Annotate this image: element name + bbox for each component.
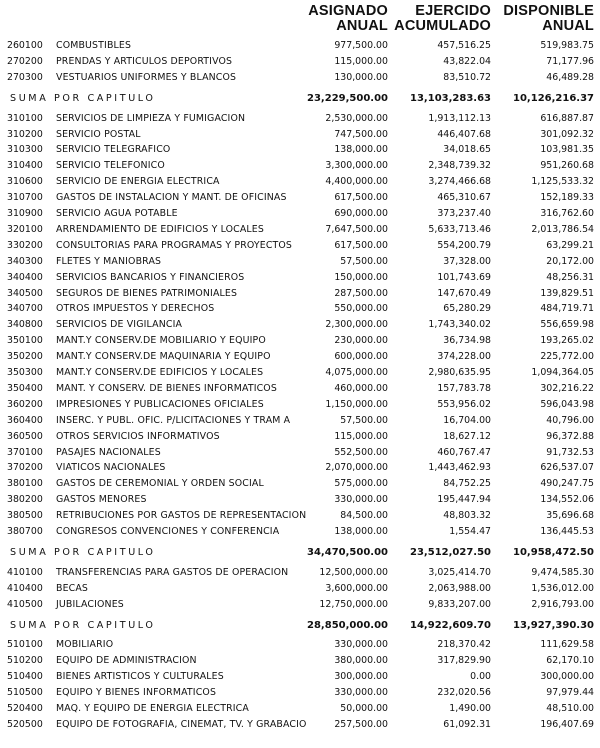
description-cell: SERVICIO TELEGRAFICO: [56, 144, 171, 156]
disponible-anual-cell: 484,719.71: [540, 303, 594, 315]
account-code-cell: 310600: [7, 176, 43, 188]
disponible-anual-cell: 1,536,012.00: [531, 582, 594, 594]
description-cell: MOBILIARIO: [56, 639, 114, 651]
disponible-anual-cell: 97,979.44: [546, 687, 594, 699]
disponible-anual-cell: 316,762.60: [540, 208, 594, 219]
ejercido-acumulado-cell: 1,743,340.02: [428, 319, 491, 331]
account-code-cell: 370200: [7, 462, 43, 474]
account-code-cell: 410100: [7, 566, 43, 578]
ejercido-acumulado-cell: 36,734.98: [443, 335, 491, 347]
account-code-cell: 350300: [7, 367, 43, 378]
account-code-cell: 310300: [7, 144, 43, 156]
ejercido-acumulado-cell: 1,443,462.93: [428, 462, 491, 474]
disponible-anual-cell: 48,510.00: [546, 703, 594, 714]
table-row: [0, 429, 600, 445]
asignado-anual-cell: 257,500.00: [334, 718, 388, 730]
table-row: [0, 460, 600, 476]
asignado-anual-cell: 550,000.00: [334, 303, 388, 315]
disponible-anual-cell: 103,981.35: [540, 144, 594, 156]
account-code-cell: 270200: [7, 55, 43, 67]
asignado-anual-cell: 7,647,500.00: [325, 223, 388, 235]
account-code-cell: 310200: [7, 128, 43, 140]
disponible-anual-cell: 10,126,216.37: [513, 92, 594, 104]
asignado-anual-cell: 3,300,000.00: [325, 160, 388, 172]
asignado-anual-cell: 460,000.00: [334, 382, 388, 394]
description-cell: PASAJES NACIONALES: [56, 446, 161, 458]
table-row: [0, 301, 600, 317]
asignado-anual-cell: 552,500.00: [334, 446, 388, 458]
disponible-anual-cell: 626,537.07: [540, 462, 594, 474]
disponible-anual-cell: 10,958,472.50: [513, 546, 594, 558]
disponible-anual-cell: 196,407.69: [540, 718, 594, 730]
disponible-anual-cell: 111,629.58: [540, 639, 594, 651]
ejercido-acumulado-cell: 2,348,739.32: [428, 160, 491, 172]
description-cell: MANT.Y CONSERV.DE EDIFICIOS Y LOCALES: [56, 367, 264, 378]
table-row: [0, 38, 600, 54]
description-cell: SEGUROS DE BIENES PATRIMONIALES: [56, 287, 238, 299]
account-code-cell: 510500: [7, 687, 43, 699]
description-cell: OTROS IMPUESTOS Y DERECHOS: [56, 303, 215, 315]
table-row: [0, 317, 600, 333]
description-cell: IMPRESIONES Y PUBLICACIONES OFICIALES: [56, 398, 264, 410]
ejercido-acumulado-cell: 147,670.49: [437, 287, 491, 299]
disponible-anual-cell: 616,887.87: [540, 112, 594, 124]
disponible-anual-cell: 35,696.68: [546, 510, 594, 522]
ejercido-acumulado-cell: 13,103,283.63: [410, 92, 491, 104]
chapter-total-row: [0, 618, 600, 634]
disponible-anual-cell: 556,659.98: [540, 319, 594, 331]
ejercido-acumulado-cell: 1,490.00: [449, 703, 491, 714]
ejercido-acumulado-cell: 16,704.00: [443, 414, 491, 426]
account-code-cell: 310900: [7, 208, 43, 219]
disponible-anual-cell: 1,125,533.32: [531, 176, 594, 188]
header-disponible-line1: DISPONIBLE: [503, 3, 594, 19]
description-cell: MANT. Y CONSERV. DE BIENES INFORMATICOS: [56, 382, 277, 394]
account-code-cell: 520400: [7, 703, 43, 714]
ejercido-acumulado-cell: 553,956.02: [437, 398, 491, 410]
ejercido-acumulado-cell: 446,407.68: [437, 128, 491, 140]
description-cell: MAQ. Y EQUIPO DE ENERGIA ELECTRICA: [56, 703, 249, 714]
description-cell: EQUIPO DE FOTOGRAFIA, CINEMAT, TV. Y GRABACIO: [56, 718, 307, 730]
ejercido-acumulado-cell: 218,370.42: [437, 639, 491, 651]
header-ejercido-line2: ACUMULADO: [394, 18, 491, 34]
asignado-anual-cell: 12,750,000.00: [319, 598, 388, 610]
asignado-anual-cell: 287,500.00: [334, 287, 388, 299]
disponible-anual-cell: 225,772.00: [540, 351, 594, 363]
description-cell: CONSULTORIAS PARA PROGRAMAS Y PROYECTOS: [56, 239, 293, 251]
table-row: [0, 54, 600, 70]
ejercido-acumulado-cell: 83,510.72: [443, 71, 491, 83]
account-code-cell: 380100: [7, 478, 43, 490]
disponible-anual-cell: 63,299.21: [546, 239, 594, 251]
header-ejercido-line1: EJERCIDO: [415, 3, 491, 19]
chapter-total-row: [0, 545, 600, 561]
description-cell: BECAS: [56, 582, 89, 594]
asignado-anual-cell: 600,000.00: [334, 351, 388, 363]
column-headers: [0, 4, 600, 40]
asignado-anual-cell: 23,229,500.00: [307, 92, 388, 104]
account-code-cell: 510200: [7, 655, 43, 667]
header-ejercido-acumulado: [394, 4, 491, 34]
account-code-cell: 340500: [7, 287, 43, 299]
account-code-cell: 410500: [7, 598, 43, 610]
table-row: [0, 174, 600, 190]
table-row: [0, 111, 600, 127]
asignado-anual-cell: 330,000.00: [334, 494, 388, 506]
asignado-anual-cell: 300,000.00: [334, 671, 388, 683]
disponible-anual-cell: 596,043.98: [540, 398, 594, 410]
table-row: [0, 365, 600, 381]
asignado-anual-cell: 4,400,000.00: [325, 176, 388, 188]
header-asignado-anual: [308, 4, 388, 34]
account-code-cell: 320100: [7, 223, 43, 235]
table-row: [0, 238, 600, 254]
table-row: [0, 717, 600, 733]
ejercido-acumulado-cell: 554,200.79: [437, 239, 491, 251]
table-row: [0, 565, 600, 581]
account-code-cell: 380200: [7, 494, 43, 506]
ejercido-acumulado-cell: 34,018.65: [443, 144, 491, 156]
disponible-anual-cell: 9,474,585.30: [531, 566, 594, 578]
table-row: [0, 637, 600, 653]
account-code-cell: 330200: [7, 239, 43, 251]
table-row: [0, 206, 600, 222]
table-row: [0, 397, 600, 413]
ejercido-acumulado-cell: 373,237.40: [437, 208, 491, 219]
asignado-anual-cell: 617,500.00: [334, 239, 388, 251]
table-row: [0, 222, 600, 238]
table-row: [0, 653, 600, 669]
description-cell: RETRIBUCIONES POR GASTOS DE REPRESENTACION: [56, 510, 307, 522]
asignado-anual-cell: 4,075,000.00: [325, 367, 388, 378]
disponible-anual-cell: 139,829.51: [540, 287, 594, 299]
ejercido-acumulado-cell: 14,922,609.70: [410, 619, 491, 631]
disponible-anual-cell: 519,983.75: [540, 40, 594, 51]
ejercido-acumulado-cell: 1,913,112.13: [428, 112, 491, 124]
description-cell: SERVICIO TELEFONICO: [56, 160, 165, 172]
ejercido-acumulado-cell: 3,274,466.68: [428, 176, 491, 188]
row-label: SUMA POR CAPITULO: [10, 619, 156, 631]
description-cell: PRENDAS Y ARTICULOS DEPORTIVOS: [56, 55, 233, 67]
disponible-anual-cell: 46,489.28: [546, 71, 594, 83]
asignado-anual-cell: 12,500,000.00: [319, 566, 388, 578]
disponible-anual-cell: 951,260.68: [540, 160, 594, 172]
account-code-cell: 360500: [7, 430, 43, 442]
disponible-anual-cell: 136,445.53: [540, 526, 594, 537]
table-row: [0, 701, 600, 717]
description-cell: COMBUSTIBLES: [56, 40, 132, 51]
chapter-total-row: [0, 91, 600, 107]
asignado-anual-cell: 747,500.00: [334, 128, 388, 140]
description-cell: VESTUARIOS UNIFORMES Y BLANCOS: [56, 71, 237, 83]
asignado-anual-cell: 2,070,000.00: [325, 462, 388, 474]
account-code-cell: 340800: [7, 319, 43, 331]
disponible-anual-cell: 302,216.22: [540, 382, 594, 394]
account-code-cell: 380500: [7, 510, 43, 522]
table-row: [0, 381, 600, 397]
description-cell: GASTOS MENORES: [56, 494, 147, 506]
disponible-anual-cell: 96,372.88: [546, 430, 594, 442]
disponible-anual-cell: 490,247.75: [540, 478, 594, 490]
account-code-cell: 350400: [7, 382, 43, 394]
ejercido-acumulado-cell: 48,803.32: [443, 510, 491, 522]
disponible-anual-cell: 193,265.02: [540, 335, 594, 347]
ejercido-acumulado-cell: 9,833,207.00: [428, 598, 491, 610]
account-code-cell: 360200: [7, 398, 43, 410]
account-code-cell: 310100: [7, 112, 43, 124]
account-code-cell: 510400: [7, 671, 43, 683]
disponible-anual-cell: 48,256.31: [546, 271, 594, 283]
header-asignado-line2: ANUAL: [336, 18, 388, 34]
ejercido-acumulado-cell: 61,092.31: [443, 718, 491, 730]
description-cell: SERVICIO POSTAL: [56, 128, 141, 140]
asignado-anual-cell: 57,500.00: [340, 255, 388, 267]
asignado-anual-cell: 690,000.00: [334, 208, 388, 219]
asignado-anual-cell: 50,000.00: [340, 703, 388, 714]
ejercido-acumulado-cell: 0.00: [470, 671, 491, 683]
disponible-anual-cell: 2,013,786.54: [531, 223, 594, 235]
description-cell: GASTOS DE CEREMONIAL Y ORDEN SOCIAL: [56, 478, 264, 490]
description-cell: OTROS SERVICIOS INFORMATIVOS: [56, 430, 220, 442]
ejercido-acumulado-cell: 195,447.94: [437, 494, 491, 506]
table-row: [0, 286, 600, 302]
asignado-anual-cell: 84,500.00: [340, 510, 388, 522]
description-cell: TRANSFERENCIAS PARA GASTOS DE OPERACION: [56, 566, 289, 578]
asignado-anual-cell: 130,000.00: [334, 71, 388, 83]
disponible-anual-cell: 13,927,390.30: [513, 619, 594, 631]
table-row: [0, 254, 600, 270]
account-code-cell: 360400: [7, 414, 43, 426]
disponible-anual-cell: 300,000.00: [540, 671, 594, 683]
header-disponible-anual: [503, 4, 594, 34]
header-disponible-line2: ANUAL: [542, 18, 594, 34]
asignado-anual-cell: 28,850,000.00: [307, 619, 388, 631]
description-cell: EQUIPO Y BIENES INFORMATICOS: [56, 687, 217, 699]
asignado-anual-cell: 2,300,000.00: [325, 319, 388, 331]
asignado-anual-cell: 3,600,000.00: [325, 582, 388, 594]
account-code-cell: 310700: [7, 192, 43, 204]
disponible-anual-cell: 2,916,793.00: [531, 598, 594, 610]
account-code-cell: 350100: [7, 335, 43, 347]
table-row: [0, 524, 600, 540]
disponible-anual-cell: 20,172.00: [546, 255, 594, 267]
disponible-anual-cell: 152,189.33: [540, 192, 594, 204]
table-row: [0, 270, 600, 286]
disponible-anual-cell: 91,732.53: [546, 446, 594, 458]
asignado-anual-cell: 575,000.00: [334, 478, 388, 490]
account-code-cell: 410400: [7, 582, 43, 594]
asignado-anual-cell: 617,500.00: [334, 192, 388, 204]
row-label: SUMA POR CAPITULO: [10, 546, 156, 558]
table-row: [0, 669, 600, 685]
account-code-cell: 370100: [7, 446, 43, 458]
description-cell: SERVICIOS DE VIGILANCIA: [56, 319, 183, 331]
account-code-cell: 340300: [7, 255, 43, 267]
ejercido-acumulado-cell: 1,554.47: [449, 526, 491, 537]
asignado-anual-cell: 115,000.00: [334, 55, 388, 67]
ejercido-acumulado-cell: 65,280.29: [443, 303, 491, 315]
table-row: [0, 190, 600, 206]
asignado-anual-cell: 330,000.00: [334, 639, 388, 651]
table-row: [0, 492, 600, 508]
asignado-anual-cell: 230,000.00: [334, 335, 388, 347]
ejercido-acumulado-cell: 2,063,988.00: [428, 582, 491, 594]
account-code-cell: 520500: [7, 718, 43, 730]
description-cell: FLETES Y MANIOBRAS: [56, 255, 162, 267]
header-asignado-line1: ASIGNADO: [308, 3, 388, 19]
ejercido-acumulado-cell: 460,767.47: [437, 446, 491, 458]
table-row: [0, 581, 600, 597]
ejercido-acumulado-cell: 23,512,027.50: [410, 546, 491, 558]
account-code-cell: 350200: [7, 351, 43, 363]
disponible-anual-cell: 1,094,364.05: [531, 367, 594, 378]
table-row: [0, 597, 600, 613]
description-cell: MANT.Y CONSERV.DE MOBILIARIO Y EQUIPO: [56, 335, 266, 347]
table-row: [0, 349, 600, 365]
table-row: [0, 413, 600, 429]
ejercido-acumulado-cell: 84,752.25: [443, 478, 491, 490]
description-cell: BIENES ARTISTICOS Y CULTURALES: [56, 671, 224, 683]
description-cell: GASTOS DE INSTALACION Y MANT. DE OFICINAS: [56, 192, 287, 204]
asignado-anual-cell: 138,000.00: [334, 526, 388, 537]
description-cell: MANT.Y CONSERV.DE MAQUINARIA Y EQUIPO: [56, 351, 271, 363]
asignado-anual-cell: 977,500.00: [334, 40, 388, 51]
ejercido-acumulado-cell: 18,627.12: [443, 430, 491, 442]
description-cell: JUBILACIONES: [56, 598, 124, 610]
account-code-cell: 260100: [7, 40, 43, 51]
ejercido-acumulado-cell: 43,822.04: [443, 55, 491, 67]
description-cell: INSERC. Y PUBL. OFIC. P/LICITACIONES Y TRAM A: [56, 414, 291, 426]
ejercido-acumulado-cell: 101,743.69: [437, 271, 491, 283]
account-code-cell: 270300: [7, 71, 43, 83]
table-row: [0, 476, 600, 492]
description-cell: EQUIPO DE ADMINISTRACION: [56, 655, 197, 667]
asignado-anual-cell: 330,000.00: [334, 687, 388, 699]
disponible-anual-cell: 62,170.10: [546, 655, 594, 667]
asignado-anual-cell: 34,470,500.00: [307, 546, 388, 558]
disponible-anual-cell: 71,177.96: [546, 55, 594, 67]
table-row: [0, 142, 600, 158]
asignado-anual-cell: 2,530,000.00: [325, 112, 388, 124]
description-cell: CONGRESOS CONVENCIONES Y CONFERENCIA: [56, 526, 280, 537]
account-code-cell: 340400: [7, 271, 43, 283]
ejercido-acumulado-cell: 457,516.25: [437, 40, 491, 51]
description-cell: ARRENDAMIENTO DE EDIFICIOS Y LOCALES: [56, 223, 264, 235]
asignado-anual-cell: 138,000.00: [334, 144, 388, 156]
account-code-cell: 310400: [7, 160, 43, 172]
ejercido-acumulado-cell: 5,633,713.46: [428, 223, 491, 235]
description-cell: SERVICIO AGUA POTABLE: [56, 208, 178, 219]
description-cell: SERVICIOS BANCARIOS Y FINANCIEROS: [56, 271, 245, 283]
table-row: [0, 70, 600, 86]
table-row: [0, 127, 600, 143]
ejercido-acumulado-cell: 374,228.00: [437, 351, 491, 363]
ejercido-acumulado-cell: 232,020.56: [437, 687, 491, 699]
table-row: [0, 445, 600, 461]
asignado-anual-cell: 57,500.00: [340, 414, 388, 426]
disponible-anual-cell: 134,552.06: [540, 494, 594, 506]
disponible-anual-cell: 40,796.00: [546, 414, 594, 426]
table-row: [0, 333, 600, 349]
asignado-anual-cell: 380,000.00: [334, 655, 388, 667]
account-code-cell: 380700: [7, 526, 43, 537]
table-row: [0, 685, 600, 701]
asignado-anual-cell: 150,000.00: [334, 271, 388, 283]
ejercido-acumulado-cell: 3,025,414.70: [428, 566, 491, 578]
ejercido-acumulado-cell: 2,980,635.95: [428, 367, 491, 378]
ejercido-acumulado-cell: 317,829.90: [437, 655, 491, 667]
description-cell: VIATICOS NACIONALES: [56, 462, 166, 474]
row-label: SUMA POR CAPITULO: [10, 92, 156, 104]
account-code-cell: 510100: [7, 639, 43, 651]
ejercido-acumulado-cell: 157,783.78: [437, 382, 491, 394]
description-cell: SERVICIO DE ENERGIA ELECTRICA: [56, 176, 220, 188]
disponible-anual-cell: 301,092.32: [540, 128, 594, 140]
ejercido-acumulado-cell: 37,328.00: [443, 255, 491, 267]
asignado-anual-cell: 1,150,000.00: [325, 398, 388, 410]
account-code-cell: 340700: [7, 303, 43, 315]
table-row: [0, 508, 600, 524]
ejercido-acumulado-cell: 465,310.67: [437, 192, 491, 204]
table-row: [0, 158, 600, 174]
asignado-anual-cell: 115,000.00: [334, 430, 388, 442]
description-cell: SERVICIOS DE LIMPIEZA Y FUMIGACION: [56, 112, 246, 124]
